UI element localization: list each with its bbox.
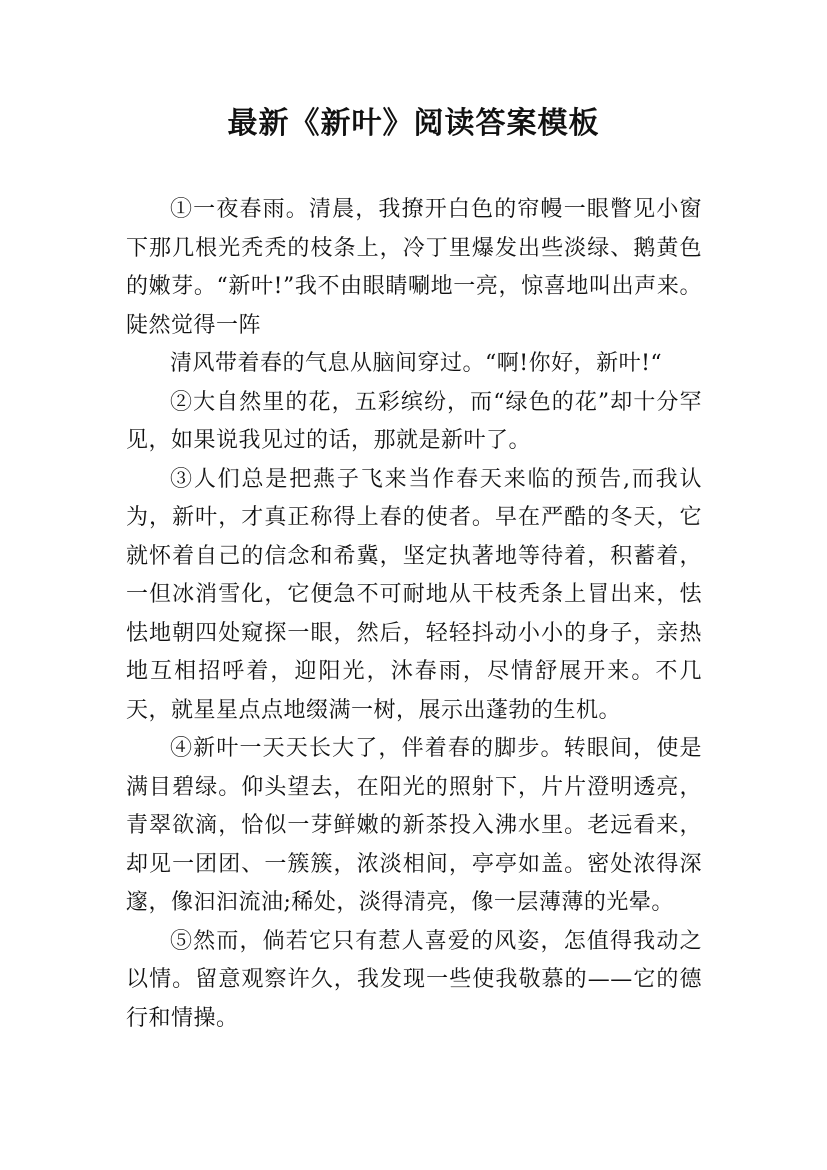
paragraph-6: ⑤然而，倘若它只有惹人喜爱的风姿，怎值得我动之以情。留意观察许久，我发现一些使我敬慕的——它的德行和情操。 (126, 928, 702, 1031)
paragraph-3: ②大自然里的花，五彩缤纷，而“绿色的花”却十分罕见，如果说我见过的话，那就是新叶了。 (126, 389, 702, 453)
paragraph-2: 清风带着春的气息从脑间穿过。“啊!你好，新叶!“ (170, 351, 663, 376)
paragraph-5: ④新叶一天天长大了，伴着春的脚步。转眼间，使是满目碧绿。仰头望去，在阳光的照射下，片片澄明透亮，青翠欲滴，恰似一芽鲜嫩的新茶投入沸水里。老远看来，却见一团团、一簇簇，浓淡相间，亭亭如盖。密处浓得深邃，像汩汩流油;稀处，淡得清亮，像一层薄薄的光晕。 (126, 736, 702, 915)
paragraph-4: ③人们总是把燕子飞来当作春天来临的预告,而我认为，新叶，才真正称得上春的使者。早在严酷的冬天，它就怀着自己的信念和希冀，坚定执著地等待着，积蓄着，一但冰消雪化，它便急不可耐地从干枝秃条上冒出来，怯怯地朝四处窥探一眼，然后，轻轻抖动小小的身子，亲热地互相招呼着，迎阳光，沐春雨，尽情舒展开来。不几天，就星星点点地缀满一树，展示出蓬勃的生机。 (126, 466, 702, 723)
document-body (126, 191, 702, 1038)
document-title: 最新《新叶》阅读答案模板 (227, 106, 600, 141)
paragraph-1: ①一夜春雨。清晨，我撩开白色的帘幔一眼瞥见小窗下那几根光秃秃的枝条上，冷丁里爆发出些淡绿、鹅黄色的嫩芽。“新叶!”我不由眼睛唰地一亮，惊喜地叫出声来。陡然觉得一阵 (126, 197, 702, 338)
